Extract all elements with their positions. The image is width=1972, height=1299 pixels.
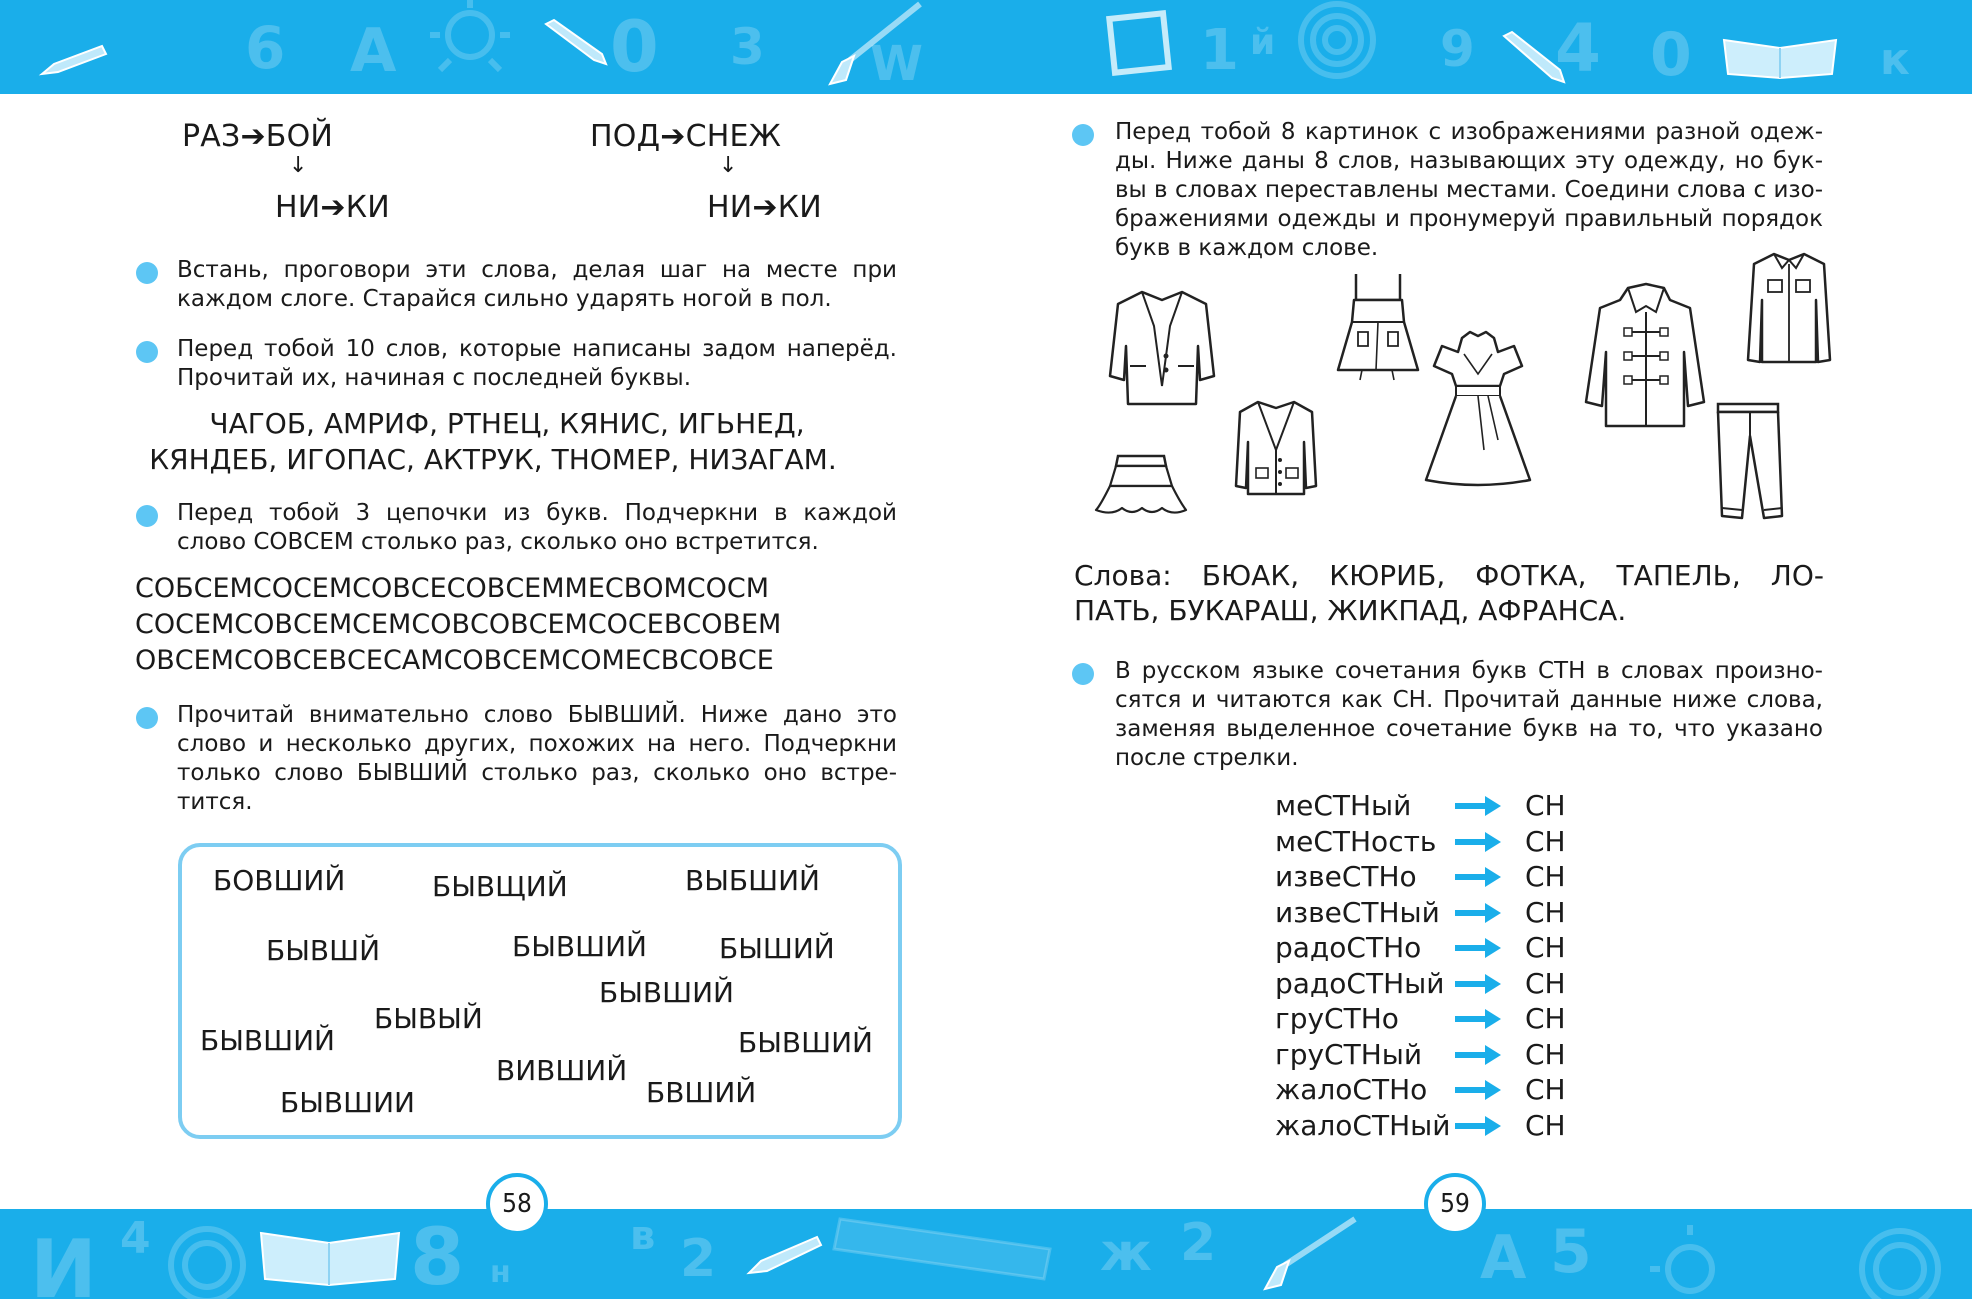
syllable: КИ [777, 190, 822, 225]
box-word: БЫВШИЙ [599, 976, 734, 1009]
bullet-icon [136, 505, 158, 527]
deco-digit: 6 [245, 14, 286, 82]
stn-word: груСТНо [1275, 1002, 1399, 1035]
box-word: БЫВЩИЙ [432, 870, 568, 903]
arrow-right-icon: ➔ [240, 119, 266, 154]
box-word: БЫШИЙ [719, 932, 835, 965]
sun-deco-icon [1640, 1219, 1740, 1299]
stn-result: СН [1525, 931, 1566, 964]
bullet-icon [1072, 663, 1094, 685]
arrow-right-icon [1455, 903, 1503, 923]
stn-result: СН [1525, 895, 1566, 929]
page-59 [986, 94, 1972, 1209]
scrambled-words: Слова: БЮАК, КЮРИБ, ФОТКА, ТАПЕЛЬ, ЛО- ПАТЬ, БУКАРАШ, ЖИКПАД, АФРАНСА. [1074, 559, 1824, 627]
arrow-down-icon: ↓ [719, 153, 738, 178]
trousers-icon [1708, 400, 1788, 530]
letter-chain: ОВСЕМСОВСЕВСЕСАМСОВСЕМСОМЕСВСОВСЕ [135, 645, 774, 676]
top-decorative-band [0, 0, 1972, 94]
stn-word: извеСТНо [1275, 860, 1417, 893]
skirt-icon [1092, 452, 1190, 518]
deco-digit: 0 [610, 6, 659, 88]
arrow-right-icon [1455, 938, 1503, 958]
circles-deco-icon [1292, 0, 1382, 90]
deco-digit: 4 [120, 1213, 151, 1264]
jacket-icon [1106, 286, 1218, 410]
task-instruction: Перед тобой 10 слов, которые написаны задом наперёд. Прочитай их, начиная с последней буквы. [177, 336, 897, 391]
deco-letter: н [490, 1255, 511, 1290]
stn-result: СН [1525, 1002, 1566, 1035]
box-word: БЫВШИЙ [512, 930, 647, 963]
stn-word: жалоСТНый [1275, 1108, 1451, 1142]
stn-word: радоСТНо [1275, 931, 1422, 964]
cardigan-icon [1232, 398, 1320, 498]
deco-digit: 2 [680, 1229, 717, 1289]
sun-deco-icon [420, 0, 520, 80]
box-word: БЫВШИЙ [738, 1026, 873, 1059]
sundress-icon [1332, 270, 1424, 382]
deco-letter: W [870, 36, 923, 92]
coat-icon [1580, 282, 1710, 434]
deco-digit: 4 [1555, 10, 1601, 87]
deco-digit: 8 [410, 1213, 465, 1299]
deco-letter: А [1480, 1223, 1527, 1293]
pencil-deco-icon [1500, 30, 1570, 90]
box-word: ВЫБШИЙ [685, 864, 820, 897]
syllable: РАЗ [182, 119, 241, 154]
stn-word: груСТНый [1275, 1037, 1423, 1071]
book-deco-icon [1720, 30, 1840, 80]
letter-chain: СОСЕМСОВСЕМСЕМСОВСОВСЕМСОСЕВСОВЕМ [135, 609, 782, 640]
stn-word: радоСТНый [1275, 966, 1445, 1000]
brush-deco-icon [820, 0, 930, 90]
pencil-deco-icon [38, 40, 108, 80]
task-instruction: Перед тобой 3 цепочки из букв. Подчеркни в каждой слово СОВСЕМ столько раз, сколько оно встретится. [177, 500, 897, 555]
syllable: НИ [275, 190, 321, 225]
deco-digit: 5 [1550, 1217, 1592, 1287]
letter-chains [135, 571, 781, 679]
arrow-right-icon [1455, 1045, 1503, 1065]
arrow-right-icon [1455, 1116, 1503, 1136]
deco-digit: 2 [1180, 1213, 1217, 1273]
deco-letter: в [630, 1213, 656, 1259]
reversed-words: ЧАГОБ, АМРИФ, РТНЕЦ, КЯНИС, ИГЬНЕД, КЯНДЕБ, ИГОПАС, АКТРУК, ТНОМЕР, НИЗАГАМ. [149, 407, 837, 476]
task-instruction: Прочитай внимательно слово БЫВШИЙ. Ниже дано это слово и несколько других, похожих на него. Подчеркни только слово БЫВШИЙ столько раз, сколько оно встре- тится. [177, 702, 897, 815]
page-number: 59 [1424, 1173, 1486, 1235]
bullet-icon [1072, 124, 1094, 146]
box-word: БВШИЙ [646, 1076, 757, 1109]
pencil-deco-icon [745, 1229, 825, 1279]
shirt-icon [1746, 250, 1832, 370]
box-word: ВИВШИЙ [496, 1054, 628, 1087]
stn-result: СН [1525, 1037, 1566, 1071]
arrow-right-icon [1455, 832, 1503, 852]
deco-letter: А [350, 16, 397, 86]
stn-word: меСТНость [1275, 824, 1437, 858]
syllable: НИ [707, 190, 753, 225]
stn-word: жалоСТНо [1275, 1073, 1428, 1106]
arrow-right-icon: ➔ [660, 119, 686, 154]
arrow-right-icon [1455, 867, 1503, 887]
arrow-right-icon: ➔ [320, 190, 346, 225]
stn-result: СН [1525, 860, 1566, 893]
arrow-right-icon [1455, 796, 1503, 816]
arrow-right-icon [1455, 1009, 1503, 1029]
task-instruction: Встань, проговори эти слова, делая шаг на месте при каждом слоге. Старайся сильно ударять ногой в пол. [177, 257, 897, 312]
box-word: БЫВШЙ [266, 934, 381, 967]
deco-letter: й [1250, 22, 1276, 63]
task-instruction: Перед тобой 8 картинок с изображениями разной одеж- ды. Ниже даны 8 слов, называющих эту одежду, но бук- вы в словах переставлены местами. Соедини слова с изо- бражениями одежды и пронумеруй правильный порядок букв в каждом слове. [1115, 119, 1823, 261]
task-instruction: В русском языке сочетания букв СТН в словах произно- сятся и читаются как СН. Прочитай данные ниже слова, заменяя выделенное сочетание букв на то, что указано после стрелки. [1115, 658, 1823, 771]
bottom-decorative-band [0, 1209, 1972, 1299]
circles-deco-icon [1850, 1219, 1950, 1299]
box-word: БОВШИЙ [213, 864, 346, 897]
circles-deco-icon [162, 1215, 252, 1299]
page-58 [0, 94, 986, 1209]
deco-digit: 0 [1650, 20, 1692, 90]
syllable: КИ [345, 190, 390, 225]
syllable: СНЕЖ [685, 119, 782, 154]
stn-result: СН [1525, 1108, 1566, 1142]
book-deco-icon [255, 1219, 405, 1289]
deco-letter: ж [1100, 1223, 1152, 1283]
deco-letter: к [1880, 34, 1910, 85]
stn-result: СН [1525, 1073, 1566, 1106]
square-deco-icon [1104, 8, 1174, 78]
box-word: БЫВШИИ [280, 1086, 415, 1119]
bullet-icon [136, 707, 158, 729]
dress-icon [1418, 330, 1538, 490]
syllable: ПОД [590, 119, 661, 154]
ruler-deco-icon [830, 1209, 1060, 1299]
bullet-icon [136, 341, 158, 363]
stn-result: СН [1525, 966, 1566, 1000]
deco-digit: 9 [1440, 20, 1475, 78]
arrow-down-icon: ↓ [289, 153, 308, 178]
deco-digit: 3 [730, 18, 765, 76]
stn-word: меСТНый [1275, 789, 1412, 822]
stn-word: извеСТНый [1275, 895, 1440, 929]
bullet-icon [136, 262, 158, 284]
syllable: БОЙ [265, 119, 334, 154]
letter-chain: СОБСЕМСОСЕМСОВСЕСОВСЕММЕСВОМСОСМ [135, 573, 770, 604]
arrow-right-icon [1455, 974, 1503, 994]
arrow-right-icon: ➔ [752, 190, 778, 225]
stn-result: СН [1525, 789, 1566, 822]
box-word: БЫВЫЙ [374, 1002, 483, 1035]
brush-deco-icon [1245, 1215, 1365, 1295]
page-number: 58 [486, 1173, 548, 1235]
deco-letter: И [30, 1223, 97, 1299]
box-word: БЫВШИЙ [200, 1024, 335, 1057]
deco-digit: 1 [1200, 18, 1239, 83]
stn-result: СН [1525, 824, 1566, 858]
arrow-right-icon [1455, 1080, 1503, 1100]
pencil-deco-icon [540, 18, 610, 68]
